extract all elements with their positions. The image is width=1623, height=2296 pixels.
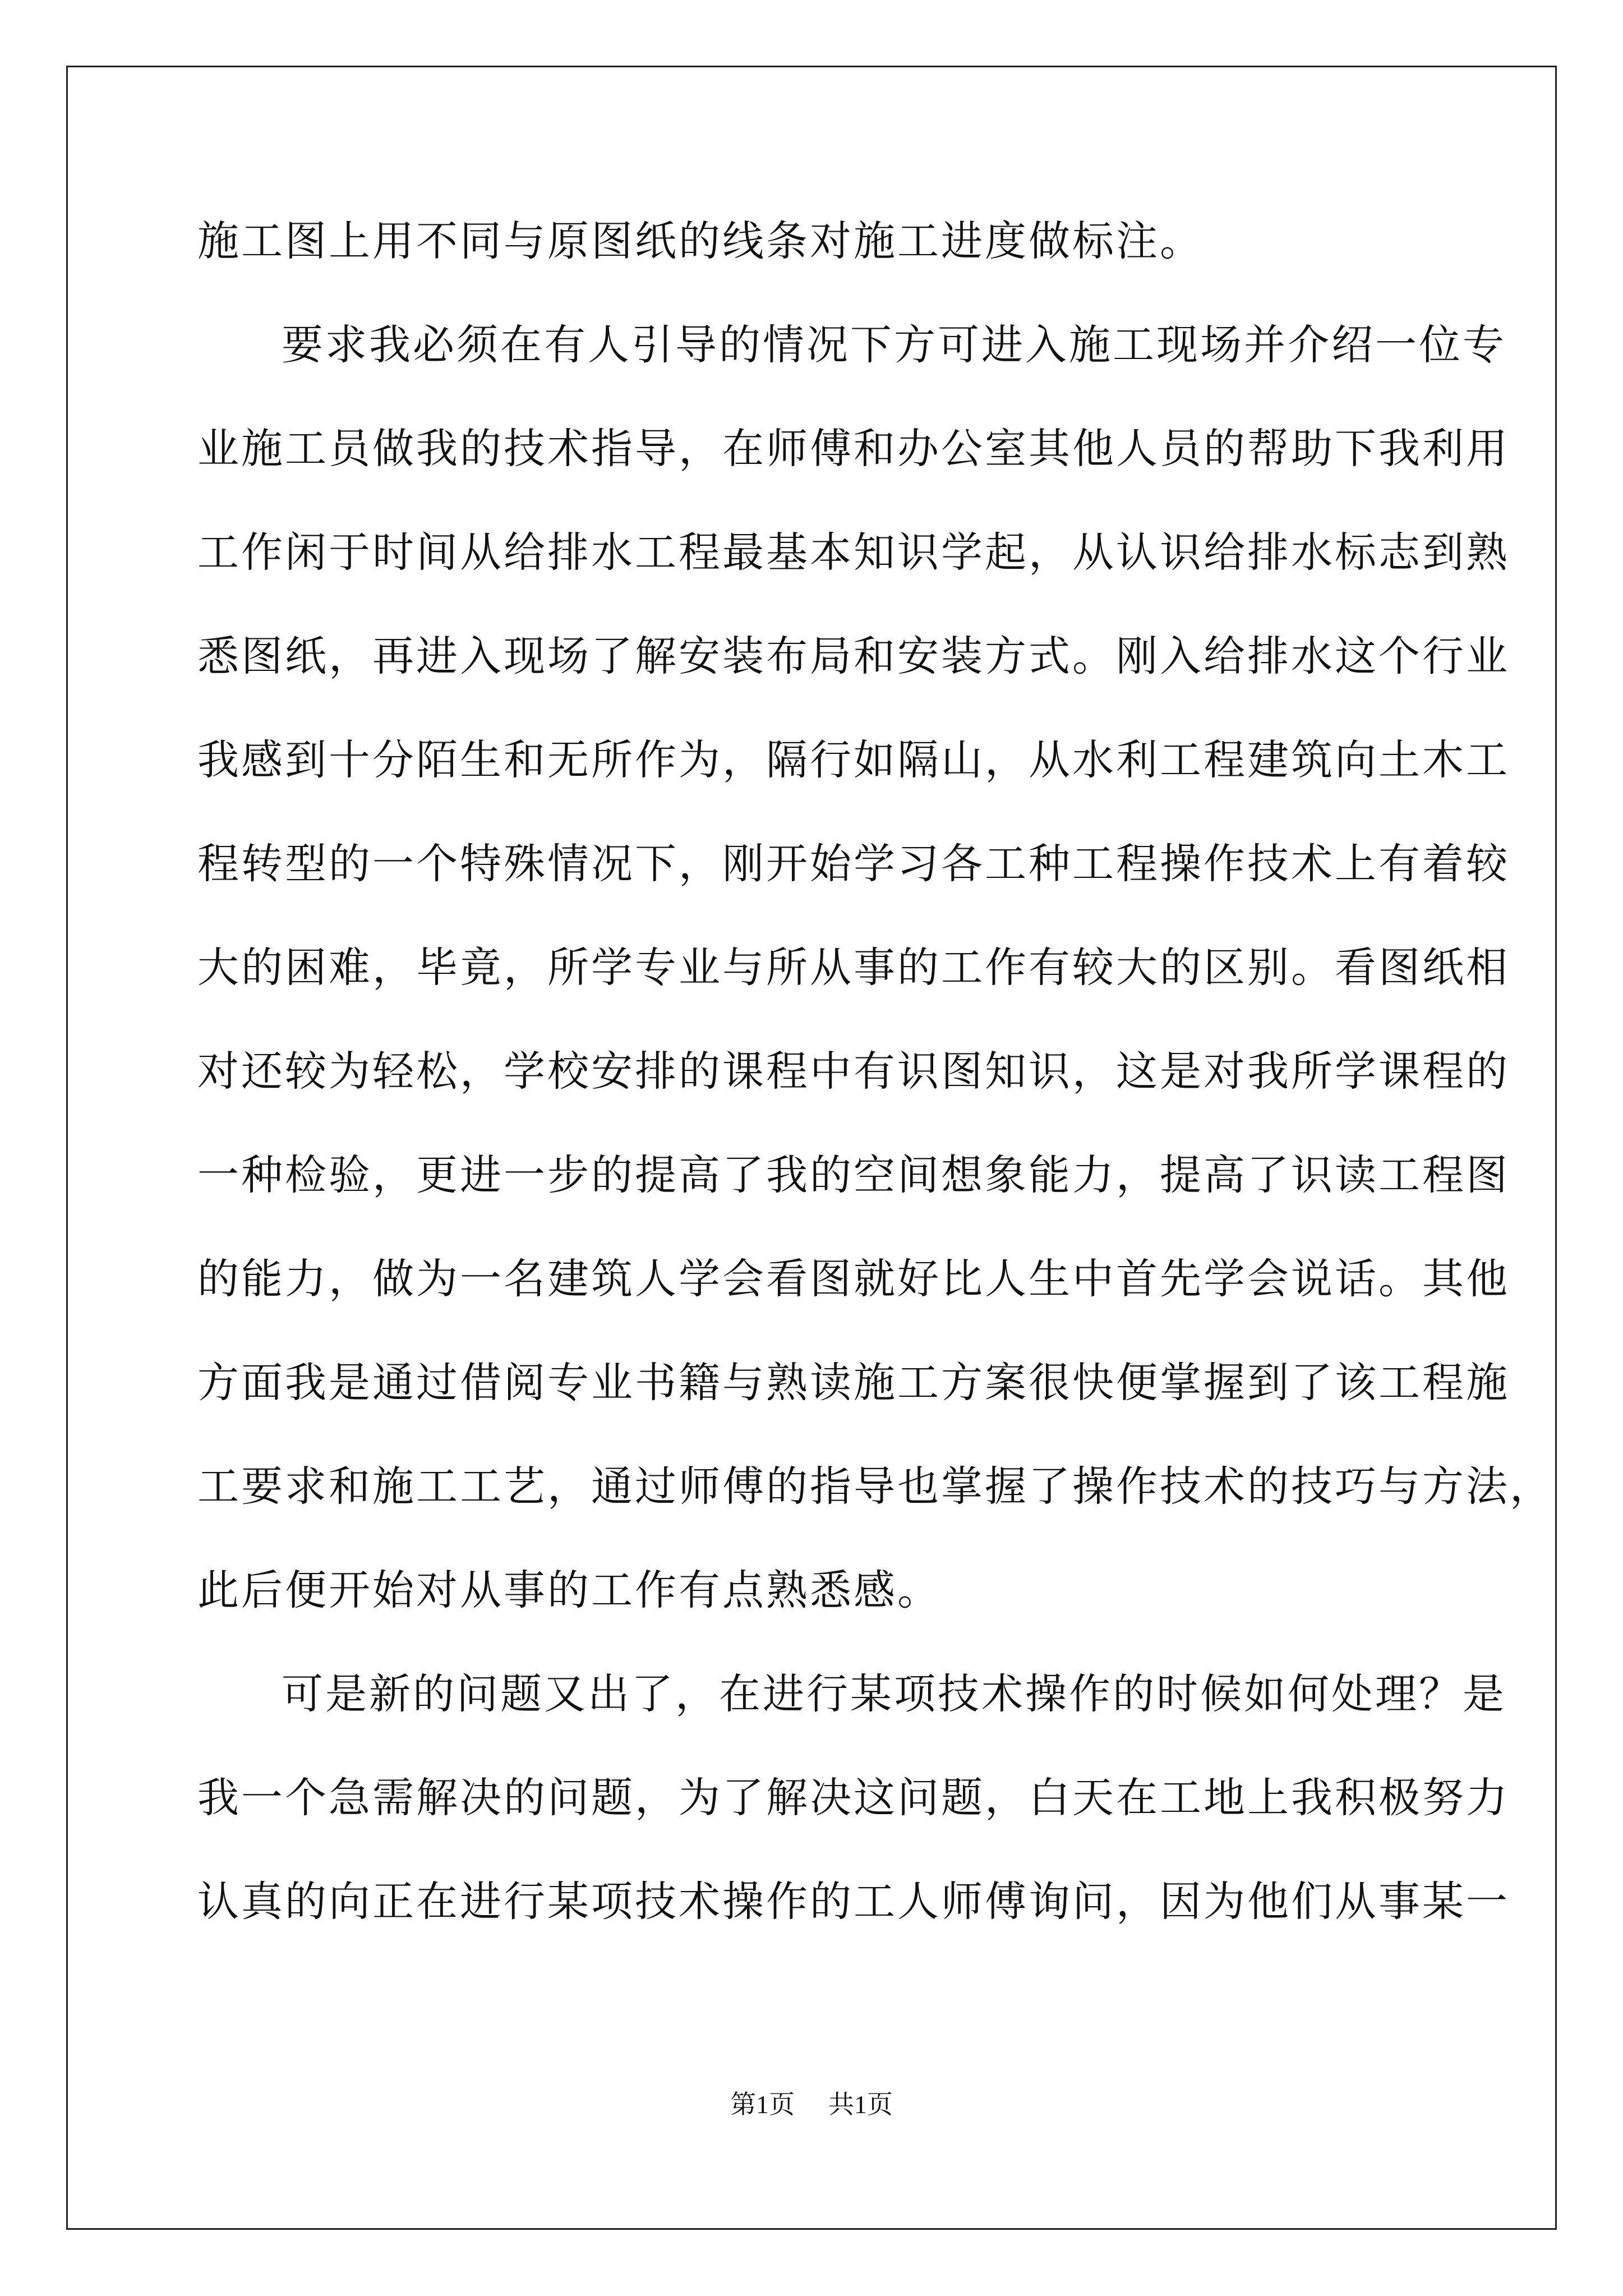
text-line: 业施工员做我的技术指导，在师傅和办公室其他人员的帮助下我利用 — [197, 425, 1510, 473]
text-line: 大的困难，毕竟，所学专业与所从事的工作有较大的区别。看图纸相 — [197, 944, 1510, 992]
page-number-total: 共1页 — [828, 2090, 893, 2119]
text-line: 认真的向正在进行某项技术操作的工人师傅询问，因为他们从事某一 — [197, 1878, 1510, 1926]
text-line: 我一个急需解决的问题，为了解决这问题，白天在工地上我积极努力 — [197, 1774, 1510, 1822]
text-line: 工要求和施工工艺，通过师傅的指导也掌握了操作技术的技巧与方法， — [197, 1462, 1553, 1511]
page-number-current: 第1页 — [730, 2090, 795, 2119]
text-line: 施工图上用不同与原图纸的线条对施工进度做标注。 — [197, 217, 1204, 265]
text-line: 悉图纸，再进入现场了解安装布局和安装方式。刚入给排水这个行业 — [197, 632, 1510, 680]
text-line: 的能力，做为一名建筑人学会看图就好比人生中首先学会说话。其他 — [197, 1255, 1510, 1303]
page-footer — [0, 2088, 1623, 2122]
text-line: 要求我必须在有人引导的情况下方可进入施工现场并介绍一位专 — [282, 321, 1506, 369]
text-line: 方面我是通过借阅专业书籍与熟读施工方案很快便掌握到了该工程施 — [197, 1359, 1510, 1407]
document-body — [197, 213, 1553, 1977]
text-line: 我感到十分陌生和无所作为，隔行如隔山，从水利工程建筑向土木工 — [197, 736, 1510, 784]
text-line: 工作闲于时间从给排水工程最基本知识学起，从认识给排水标志到熟 — [197, 528, 1510, 577]
text-line: 此后便开始对从事的工作有点熟悉感。 — [197, 1566, 941, 1614]
text-line: 一种检验，更进一步的提高了我的空间想象能力，提高了识读工程图 — [197, 1151, 1510, 1199]
text-line: 对还较为轻松，学校安排的课程中有识图知识，这是对我所学课程的 — [197, 1047, 1510, 1096]
text-line: 程转型的一个特殊情况下，刚开始学习各工种工程操作技术上有着较 — [197, 840, 1510, 888]
text-line: 可是新的问题又出了，在进行某项技术操作的时候如何处理？是 — [282, 1670, 1506, 1718]
